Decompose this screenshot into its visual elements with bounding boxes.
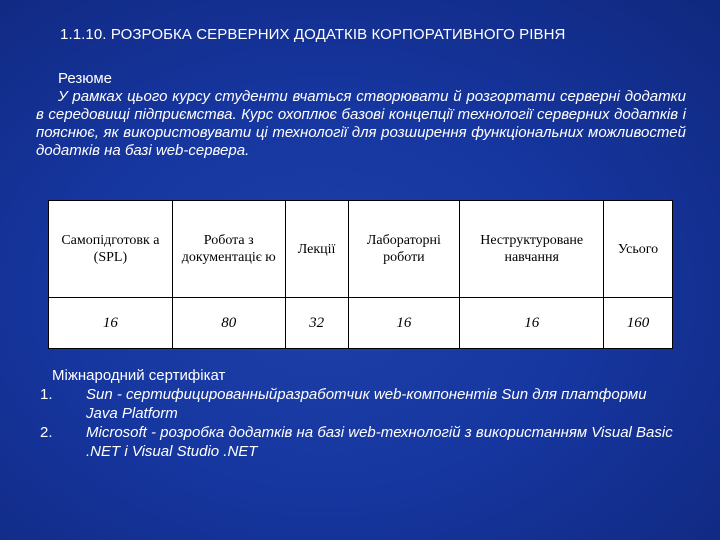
value-cell-documentation: 80 — [172, 298, 285, 349]
value-cell-unstructured: 16 — [460, 298, 604, 349]
list-item — [38, 385, 678, 423]
summary-label: Резюме — [58, 70, 112, 87]
header-cell-total: Усього — [604, 201, 673, 298]
header-cell-lectures: Лекції — [285, 201, 348, 298]
summary-section — [36, 70, 686, 160]
value-cell-total: 160 — [604, 298, 673, 349]
value-cell-spl: 16 — [49, 298, 173, 349]
header-cell-unstructured: Неструктуроване навчання — [460, 201, 604, 298]
value-cell-lectures: 32 — [285, 298, 348, 349]
summary-text: У рамках цього курсу студенти вчаться створювати й розгортати серверні додатки в середовищі підприємства. Курс охоплює базові концепції технології серверних додатків і пояснює, як використовувати ці технології для розширення функціональних можливостей додатків на базі web-сервера. — [36, 88, 686, 159]
list-item-number: 2. — [40, 424, 53, 441]
header-cell-spl: Самопідготовк а (SPL) — [49, 201, 173, 298]
page-title: 1.1.10. РОЗРОБКА СЕРВЕРНИХ ДОДАТКІВ КОРПОРАТИВНОГО РІВНЯ — [60, 26, 566, 43]
list-item-text: Microsoft - розробка додатків на базі web-технологій з використанням Visual Basic .NET і Visual Studio .NET — [86, 424, 673, 460]
list-item-text: Sun - сертифицированныйразработчик web-компонентів Sun для платформи Java Platform — [86, 386, 647, 422]
table-header-row — [49, 201, 673, 298]
certificate-section — [38, 366, 678, 461]
header-cell-labs: Лабораторні роботи — [348, 201, 460, 298]
certificate-list — [38, 385, 678, 461]
table-row — [49, 298, 673, 349]
hours-table — [48, 200, 673, 349]
header-cell-documentation: Робота з документаціє ю — [172, 201, 285, 298]
list-item — [38, 423, 678, 461]
certificate-title: Міжнародний сертифікат — [52, 367, 226, 384]
value-cell-labs: 16 — [348, 298, 460, 349]
list-item-number: 1. — [40, 386, 53, 403]
